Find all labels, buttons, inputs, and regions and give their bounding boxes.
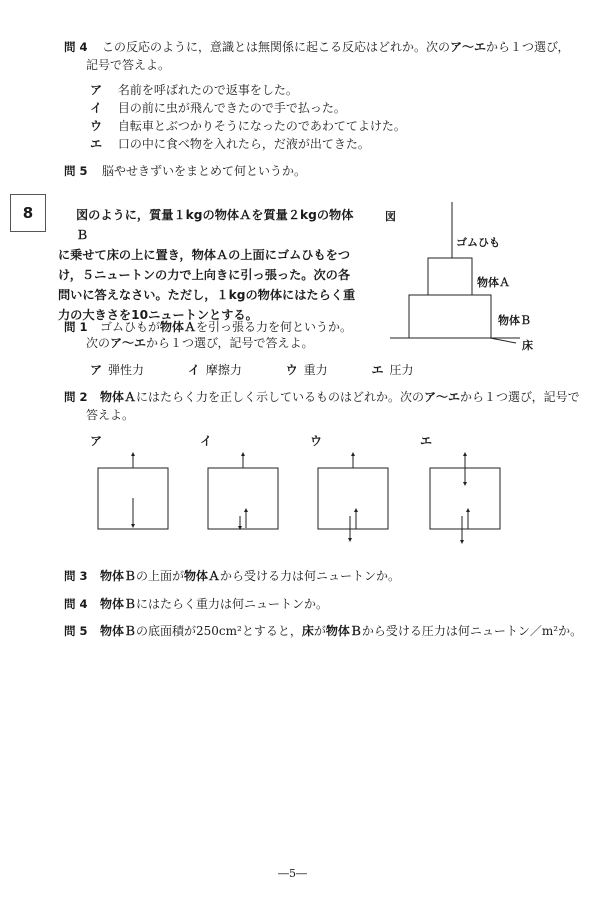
q4-option-c-label: ウ: [90, 119, 103, 133]
object-b-box: [409, 295, 491, 338]
p5-bold3: 物体Ｂ: [325, 624, 362, 638]
p1-line1-pre: ゴムひもが: [100, 320, 161, 334]
choice-c-diagram: [318, 454, 388, 540]
p2-line1-bold2: ア〜エ: [424, 390, 461, 404]
p1-option-b-text: 摩擦力: [205, 363, 242, 377]
p2-line1-bold: 物体Ａ: [100, 390, 137, 404]
object-a-box: [428, 258, 472, 295]
p4-bold1: 物体Ｂ: [100, 597, 137, 611]
p3-bold2: 物体Ａ: [184, 569, 221, 583]
p5-label: 問 5: [64, 624, 88, 638]
p3-mid: の上面が: [136, 569, 185, 583]
q4-ae: ア〜エ: [450, 40, 487, 54]
p5-post: から受ける圧力は何ニュートン／m²か。: [361, 624, 583, 638]
figure-a-label: 物体Ａ: [477, 276, 510, 289]
p3-label: 問 3: [64, 569, 88, 583]
q4-option-a-label: ア: [90, 83, 103, 97]
choice-c-box: [318, 468, 388, 529]
p4-post: にはたらく重力は何ニュートンか。: [136, 597, 329, 611]
p5-bold2: 床: [301, 624, 314, 638]
q4-option-c: [90, 117, 406, 134]
p5-bold1: 物体Ｂ: [100, 624, 137, 638]
figure-rubber-label: ゴムひも: [456, 236, 500, 249]
figure-title: 図: [385, 210, 396, 223]
p2-choice-diagrams: [0, 440, 600, 550]
p1-option-d-text: 圧力: [389, 363, 414, 377]
choice-d-diagram: [430, 454, 500, 542]
page-number: ―5―: [278, 867, 307, 880]
p2-choice-b-label: イ: [200, 434, 213, 448]
p1-line2-post: から１つ選び，記号で答えよ。: [146, 336, 314, 350]
p1-line1: [100, 318, 352, 335]
p1-option-a-text: 弾性力: [108, 363, 145, 377]
q5-text: 脳やせきずいをまとめて何というか。: [102, 164, 307, 178]
q4-text-line2: 記号で答えよ。: [86, 58, 171, 72]
p2-line1: [100, 388, 580, 405]
p1-option-a-label: ア: [90, 363, 103, 377]
p4-text: [100, 595, 328, 612]
p2-line1-end: から１つ選び，記号で: [460, 390, 580, 404]
p1-line1-bold: 物体Ａ: [160, 320, 197, 334]
q5-label: 問 5: [64, 164, 88, 178]
figure-floor-label: 床: [522, 339, 533, 352]
q4-option-b-label: イ: [90, 101, 103, 115]
figure-diagram: [380, 200, 560, 360]
q4-text-end: から１つ選び，: [486, 40, 570, 54]
p4-label: 問 4: [64, 597, 88, 611]
p3-text: [100, 567, 400, 584]
p2-line1-post: にはたらく力を正しく示しているものはどれか。次の: [136, 390, 425, 404]
p1-line2: [86, 334, 314, 351]
p3-post: から受ける力は何ニュートンか。: [220, 569, 401, 583]
choice-b-diagram: [208, 454, 278, 529]
p1-option-c-text: 重力: [303, 363, 328, 377]
figure-b-label: 物体Ｂ: [498, 314, 531, 327]
section-intro: [58, 205, 358, 325]
p5-text: [100, 622, 582, 639]
q4-option-d: [90, 135, 370, 152]
p3-bold1: 物体Ｂ: [100, 569, 137, 583]
choice-b-box: [208, 468, 278, 529]
q4-option-d-text: 口の中に食べ物を入れたら，だ液が出てきた。: [117, 137, 370, 151]
p2-choice-a-label: ア: [90, 434, 103, 448]
p1-line2-pre: 次の: [86, 336, 111, 350]
intro-line-2: に乗せて床の上に置き，物体Ａの上面にゴムひもをつ: [58, 248, 351, 262]
p1-options: [90, 361, 414, 378]
section-number: 8: [10, 194, 46, 232]
intro-line-5: 力の大きさを10ニュートンとする。: [58, 308, 258, 322]
q4-option-a: [90, 81, 298, 98]
p1-option-d-label: エ: [371, 363, 384, 377]
p5-mid: の底面積が250cm²とすると，: [136, 624, 302, 638]
p5-mid2: が: [313, 624, 326, 638]
q4-option-c-text: 自転車とぶつかりそうになったのであわててよけた。: [117, 119, 406, 133]
choice-a-diagram: [98, 454, 168, 529]
q4-option-a-text: 名前を呼ばれたので返事をした。: [117, 83, 298, 97]
p1-option-c-label: ウ: [285, 363, 298, 377]
p1-option-b-label: イ: [187, 363, 200, 377]
p2-line2: 答えよ。: [86, 408, 135, 422]
p1-line1-post: を引っ張る力を何というか。: [196, 320, 353, 334]
p2-choice-d-label: エ: [420, 434, 433, 448]
q4-text-a: この反応のように，意識とは無関係に起こる反応はどれか。次の: [102, 40, 451, 54]
p2-choice-c-label: ウ: [310, 434, 323, 448]
p1-label: 問 1: [64, 320, 88, 334]
floor-leader-line: [490, 338, 516, 343]
intro-line-4: 問いに答えなさい。ただし，１kgの物体にはたらく重: [58, 288, 356, 302]
q4-option-b-text: 目の前に虫が飛んできたので手で払った。: [117, 101, 346, 115]
q4-option-b: [90, 99, 346, 116]
q4-label: 問 4: [64, 40, 88, 54]
p2-label: 問 2: [64, 390, 88, 404]
intro-line-1: 図のように，質量１kgの物体Ａを質量２kgの物体Ｂ: [76, 208, 354, 242]
q4-option-d-label: エ: [90, 137, 103, 151]
intro-line-3: け，５ニュートンの力で上向きに引っ張った。次の各: [58, 268, 351, 282]
p1-line2-bold: ア〜エ: [110, 336, 147, 350]
q4-text-line1: [102, 38, 570, 55]
